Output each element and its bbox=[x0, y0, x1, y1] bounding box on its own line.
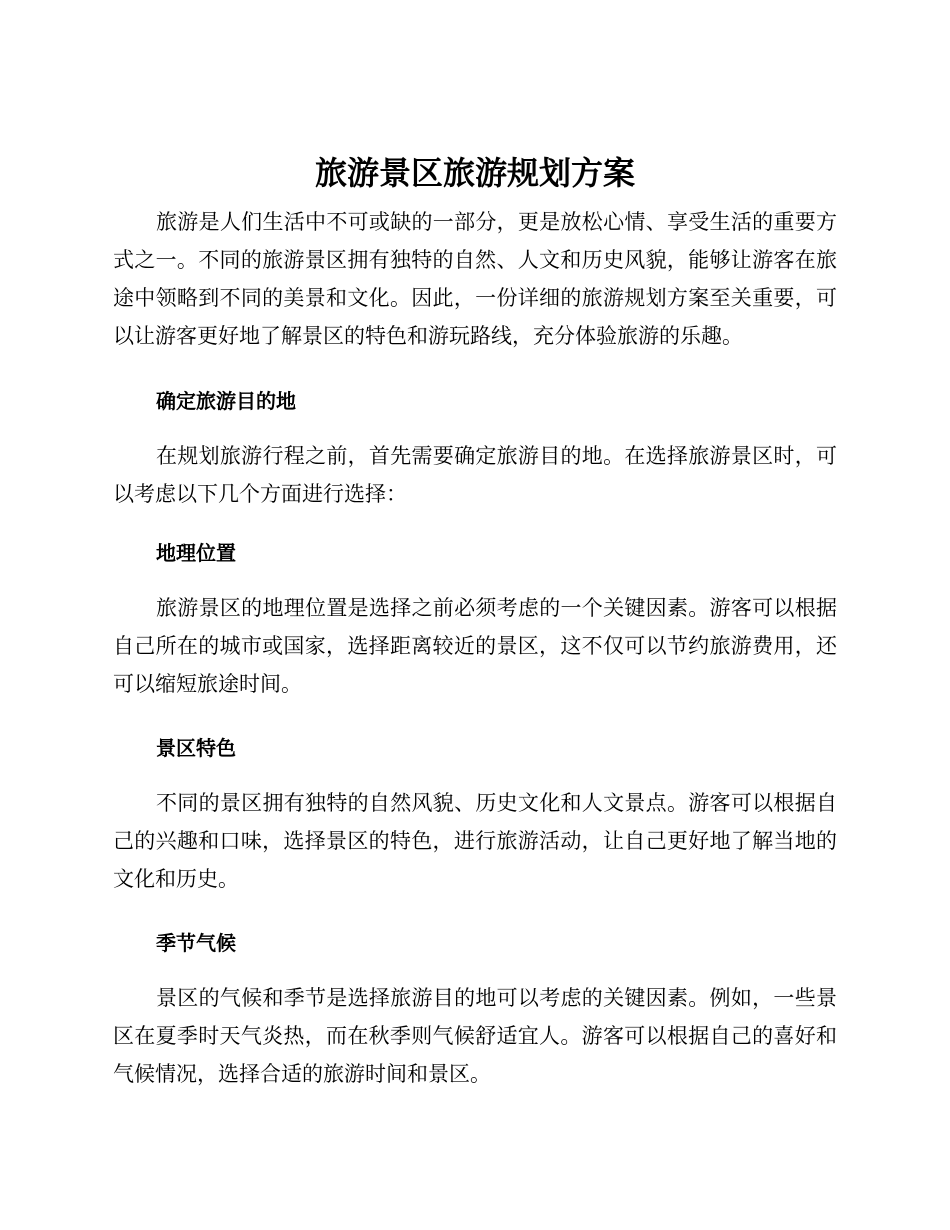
section-heading-climate: 季节气候 bbox=[156, 931, 236, 955]
section-body-features: 不同的景区拥有独特的自然风貌、历史文化和人文景点。游客可以根据自己的兴趣和口味，选择景区的特色，进行旅游活动，让自己更好地了解当地的文化和历史。 bbox=[113, 791, 837, 891]
section-body-location: 旅游景区的地理位置是选择之前必须考虑的一个关键因素。游客可以根据自己所在的城市或国家，选择距离较近的景区，这不仅可以节约旅游费用，还可以缩短旅途时间。 bbox=[113, 596, 837, 696]
section-body-destination: 在规划旅游行程之前，首先需要确定旅游目的地。在选择旅游景区时，可以考虑以下几个方面进行选择： bbox=[113, 444, 837, 506]
section-heading-location: 地理位置 bbox=[156, 541, 236, 565]
document-title: 旅游景区旅游规划方案 bbox=[314, 154, 635, 192]
section-body-climate: 景区的气候和季节是选择旅游目的地可以考虑的关键因素。例如，一些景区在夏季时天气炎热，而在秋季则气候舒适宜人。游客可以根据自己的喜好和气候情况，选择合适的旅游时间和景区。 bbox=[113, 986, 837, 1086]
section-heading-destination: 确定旅游目的地 bbox=[156, 389, 296, 413]
intro-paragraph: 旅游是人们生活中不可或缺的一部分，更是放松心情、享受生活的重要方式之一。不同的旅游景区拥有独特的自然、人文和历史风貌，能够让游客在旅途中领略到不同的美景和文化。因此，一份详细的旅游规划方案至关重要，可以让游客更好地了解景区的特色和游玩路线，充分体验旅游的乐趣。 bbox=[113, 210, 837, 348]
section-heading-features: 景区特色 bbox=[156, 736, 236, 760]
